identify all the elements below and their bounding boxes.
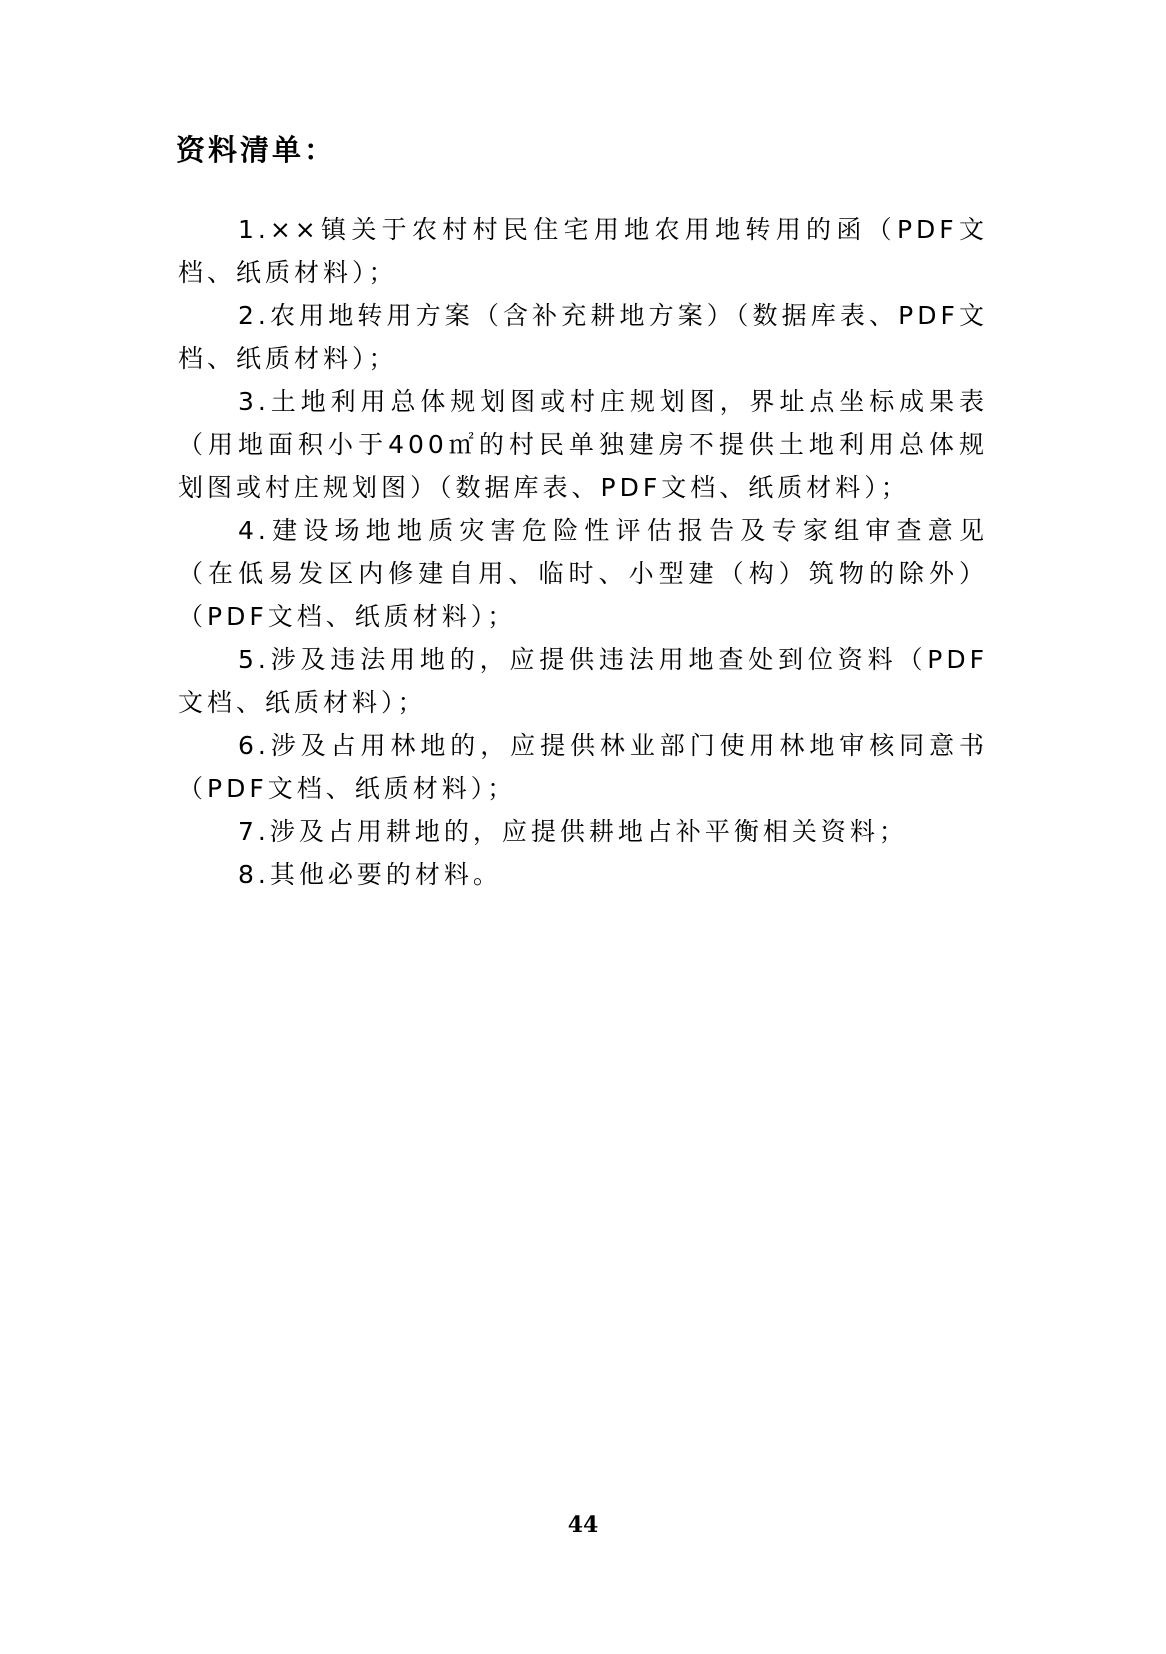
list-item: 4.建设场地地质灾害危险性评估报告及专家组审查意见（在低易发区内修建自用、临时、小型建（构）筑物的除外）（PDF文档、纸质材料）； xyxy=(178,516,988,631)
list-item: 2.农用地转用方案（含补充耕地方案）（数据库表、PDF文档、纸质材料）； xyxy=(178,301,988,373)
list-item: 3.土地利用总体规划图或村庄规划图，界址点坐标成果表（用地面积小于400㎡的村民单独建房不提供土地利用总体规划图或村庄规划图）（数据库表、PDF文档、纸质材料）； xyxy=(178,387,988,502)
page-heading: 资料清单： xyxy=(176,133,337,167)
list-item: 8.其他必要的材料。 xyxy=(238,860,502,889)
page-number: 44 xyxy=(567,1512,599,1538)
list-item: 6.涉及占用林地的，应提供林业部门使用林地审核同意书（PDF文档、纸质材料）； xyxy=(178,731,988,803)
materials-list xyxy=(178,208,988,896)
list-item: 7.涉及占用耕地的，应提供耕地占补平衡相关资料； xyxy=(238,817,908,846)
list-item: 1.××镇关于农村村民住宅用地农用地转用的函（PDF文档、纸质材料）； xyxy=(178,215,988,287)
list-item: 5.涉及违法用地的，应提供违法用地查处到位资料（PDF文档、纸质材料）； xyxy=(178,645,988,717)
